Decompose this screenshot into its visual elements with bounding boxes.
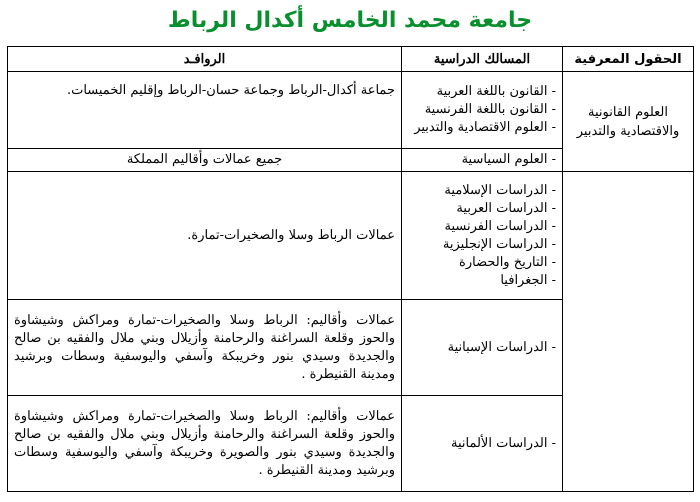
field-cell-law	[563, 72, 694, 172]
field-label: العلوم القانونية والاقتصادية والتدبير	[576, 104, 680, 139]
field-cell-empty	[563, 172, 694, 492]
track-item: - الدراسات العربية	[408, 200, 556, 218]
track-item: - الجغرافيا	[408, 272, 556, 290]
track-item: - العلوم السياسية	[408, 151, 556, 169]
feeders-cell: عمالات الرباط وسلا والصخيرات-تمارة.	[8, 172, 402, 300]
feeders-cell: جماعة أكدال-الرباط وجماعة حسان-الرباط وإقليم الخميسات.	[8, 72, 402, 149]
track-item: - الدراسات الإنجليزية	[408, 236, 556, 254]
feeder-table	[7, 46, 694, 492]
tracks-cell	[402, 149, 563, 172]
feeders-cell: جميع عمالات وأقاليم المملكة	[8, 149, 402, 172]
track-item: - القانون باللغة الفرنسية	[408, 101, 556, 119]
table-row	[8, 72, 694, 149]
page-title: جامعة محمد الخامس أكدال الرباط	[167, 8, 533, 33]
track-item: - القانون باللغة العربية	[408, 83, 556, 101]
tracks-cell	[402, 72, 563, 149]
table-row	[8, 172, 694, 300]
tracks-cell	[402, 300, 563, 396]
feeders-cell: عمالات وأقاليم: الرباط وسلا والصخيرات-تمارة ومراكش وشيشاوة والحوز وقلعة السراغنة والرحامنة وأزيلال وبني ملال والفقيه بن صالح والجديدة وسيدي بنور والصويرة وخريبكة وآسفي واليوسفية وسطات وبرشيد ومدينة القنيطرة .	[8, 396, 402, 492]
track-item: - الدراسات الألمانية	[408, 435, 556, 453]
header-field: الحقول المعرفية	[563, 47, 694, 72]
feeders-cell: عمالات وأقاليم: الرباط وسلا والصخيرات-تمارة ومراكش وشيشاوة والحوز وقلعة السراغنة والرحامنة وأزيلال وبني ملال والفقيه بن صالح والجديدة وسيدي بنور وخريبكة وآسفي واليوسفية وسطات وبرشيد ومدينة القنيطرة .	[8, 300, 402, 396]
track-item: - الدراسات الإسبانية	[408, 339, 556, 357]
tracks-cell	[402, 172, 563, 300]
header-feeders: الروافـد	[8, 47, 402, 72]
track-item: - الدراسات الإسلامية	[408, 182, 556, 200]
header-tracks: المسالك الدراسية	[402, 47, 563, 72]
track-item: - الدراسات الفرنسية	[408, 218, 556, 236]
header-row	[8, 47, 694, 72]
track-item: - التاريخ والحضارة	[408, 254, 556, 272]
tracks-cell	[402, 396, 563, 492]
track-item: - العلوم الاقتصادية والتدبير	[408, 119, 556, 137]
